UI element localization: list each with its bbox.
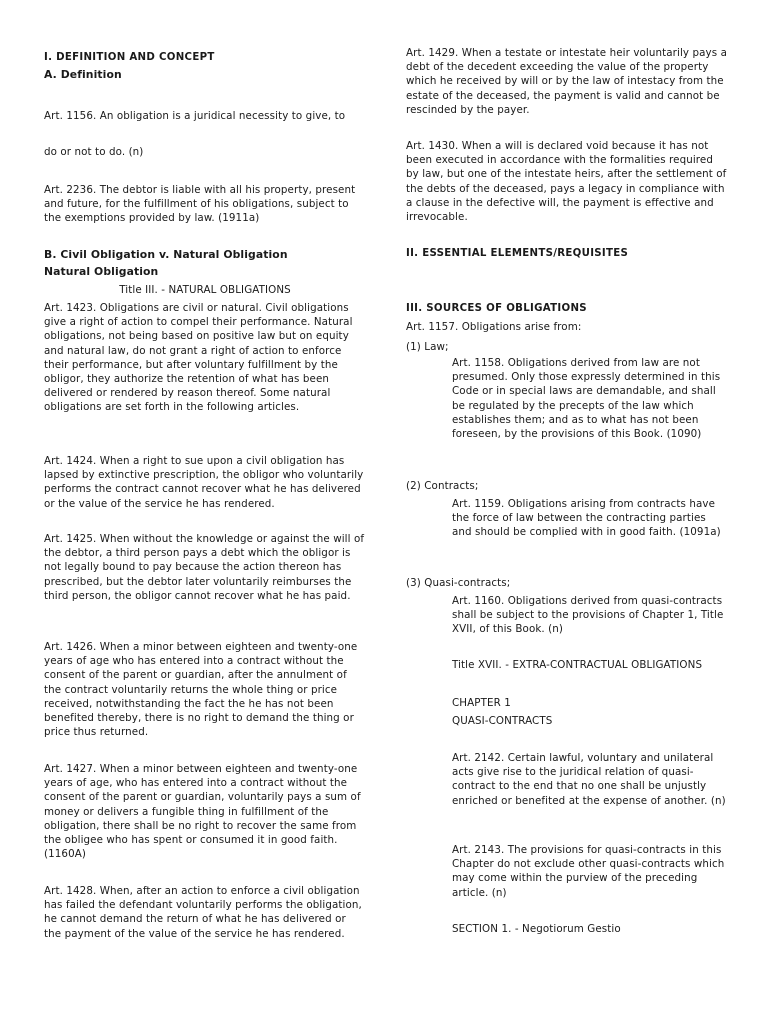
article-2142: Art. 2142. Certain lawful, voluntary and unilateral acts give rise to the juridical relation of quasi-contract to the end that no one shall be unjustly enriched or benefited at the expense of another. (n)	[452, 752, 726, 807]
article-1424: Art. 1424. When a right to sue upon a civil obligation has lapsed by extinctive prescription, the obligor who voluntarily performs the contract cannot recover what he has delivered or the value of the service he has rendered.	[44, 455, 364, 510]
subheading-natural-obligation: Natural Obligation	[44, 265, 159, 278]
article-1426: Art. 1426. When a minor between eighteen and twenty-one years of age who has entered into a contract without the consent of the parent or guardian, after the annulment of the contract voluntarily returns the whole thing or price received, notwithstanding the fact the he has not been benefited thereby, there is no right to demand the thing or price thus returned.	[44, 641, 358, 739]
subheading-definition: A. Definition	[44, 68, 122, 81]
article-1156-line-1: Art. 1156. An obligation is a juridical necessity to give, to	[44, 110, 346, 122]
quasi-contracts-label: QUASI-CONTRACTS	[452, 715, 553, 727]
title-xvii-extra-contractual: Title XVII. - EXTRA-CONTRACTUAL OBLIGATIONS	[452, 659, 703, 671]
subheading-civil-vs-natural: B. Civil Obligation v. Natural Obligation	[44, 248, 288, 261]
chapter-1-label: CHAPTER 1	[452, 697, 511, 709]
article-2143: Art. 2143. The provisions for quasi-contracts in this Chapter do not exclude other quasi-contracts which may come within the purview of the preceding article. (n)	[452, 844, 725, 899]
article-1158: Art. 1158. Obligations derived from law are not presumed. Only those expressly determined in this Code or in special laws are demandable, and shall be regulated by the precepts of the law which establishes them; and as to what has not been foreseen, by the provisions of this Book. (1090)	[452, 357, 721, 441]
article-1429: Art. 1429. When a testate or intestate heir voluntarily pays a debt of the decedent exceeding the value of the property which he received by will or by the law of intestacy from the estate of the deceased, the payment is valid and cannot be rescinded by the payer.	[406, 47, 727, 116]
article-1159: Art. 1159. Obligations arising from contracts have the force of law between the contracting parties and should be complied with in good faith. (1091a)	[452, 498, 721, 539]
source-item-contracts: (2) Contracts;	[406, 480, 479, 492]
article-2236: Art. 2236. The debtor is liable with all his property, present and future, for the fulfillment of his obligations, subject to the exemptions provided by law. (1911a)	[44, 184, 356, 225]
article-1423: Art. 1423. Obligations are civil or natural. Civil obligations give a right of action to compel their performance. Natural obligations, not being based on positive law but on equity and natural law, do not grant a right of action to enforce their performance, but after voluntary fulfillment by the obligor, they authorize the retention of what has been delivered or rendered by reason thereof. Some natural obligations are set forth in the following articles.	[44, 302, 353, 414]
article-1156-line-2: do or not to do. (n)	[44, 146, 144, 158]
article-1430: Art. 1430. When a will is declared void because it has not been executed in accordance with the formalities required by law, but one of the intestate heirs, after the settlement of the debts of the deceased, pays a legacy in compliance with a clause in the defective will, the payment is effective and irrevocable.	[406, 140, 727, 224]
section-1-negotiorum-gestio: SECTION 1. - Negotiorum Gestio	[452, 923, 621, 935]
article-1427: Art. 1427. When a minor between eighteen and twenty-one years of age, who has entered into a contract without the consent of the parent or guardian, voluntarily pays a sum of money or delivers a fungible thing in fulfillment of the obligation, there shall be no right to recover the same from the obligee who has spent or consumed it in good faith. (1160A)	[44, 763, 361, 861]
source-item-law: (1) Law;	[406, 341, 449, 353]
article-1425: Art. 1425. When without the knowledge or against the will of the debtor, a third person pays a debt which the obligor is not legally bound to pay because the action thereon has prescribed, but the debtor later voluntarily reimburses the third person, the obligor cannot recover what he has paid.	[44, 533, 365, 602]
title-iii-natural-obligations: Title III. - NATURAL OBLIGATIONS	[119, 284, 291, 296]
article-1157: Art. 1157. Obligations arise from:	[406, 321, 582, 333]
source-item-quasi-contracts: (3) Quasi-contracts;	[406, 577, 511, 589]
heading-sources-of-obligations: III. SOURCES OF OBLIGATIONS	[406, 303, 587, 314]
heading-definition-and-concept: I. DEFINITION AND CONCEPT	[44, 52, 215, 63]
article-1428: Art. 1428. When, after an action to enforce a civil obligation has failed the defendant voluntarily performs the obligation, he cannot demand the return of what he has delivered or the payment of the value of the service he has rendered.	[44, 885, 362, 940]
article-1160: Art. 1160. Obligations derived from quasi-contracts shall be subject to the provisions of Chapter 1, Title XVII, of this Book. (n)	[452, 595, 724, 636]
heading-essential-elements: II. ESSENTIAL ELEMENTS/REQUISITES	[406, 248, 629, 259]
